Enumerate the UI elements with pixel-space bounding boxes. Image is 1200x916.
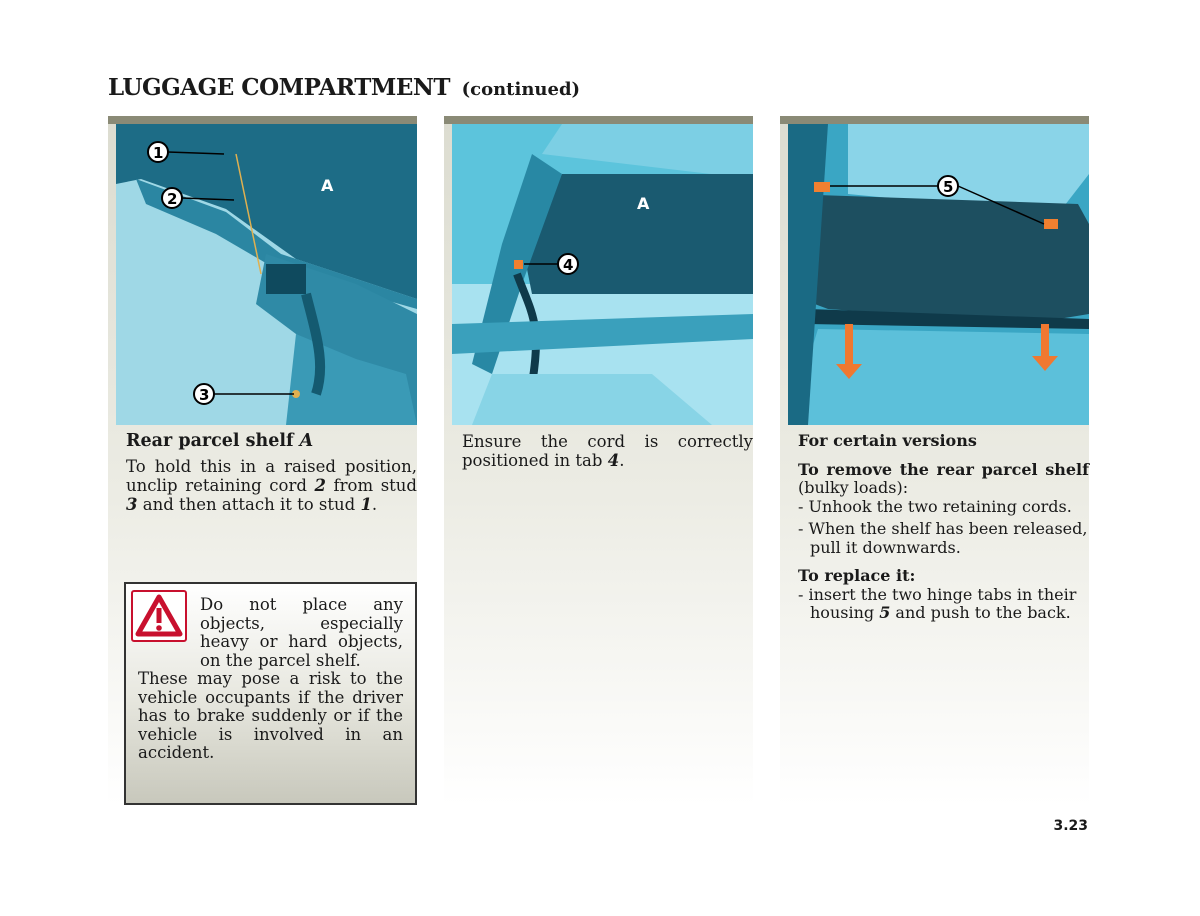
- section-heading: Rear parcel shelf A: [126, 431, 314, 451]
- column-bar: [108, 116, 417, 124]
- list-item: - Unhook the two retaining cords.: [798, 496, 1072, 516]
- column-1: [108, 116, 417, 806]
- column-2-text: [462, 432, 753, 470]
- photo-remove-shelf: [788, 124, 1089, 425]
- photo-parcel-shelf-raised: [116, 124, 417, 425]
- column-1-text: [126, 432, 417, 514]
- remove-steps: [798, 498, 1089, 558]
- instruction-paragraph: To hold this in a raised position, unclip retaining cord 2 from stud 3 and then attach it to stud 1.: [126, 457, 417, 514]
- list-item: - When the shelf has been released, pull it downwards.: [798, 519, 1088, 557]
- replace-steps: [798, 586, 1089, 623]
- list-item: - insert the two hinge tabs in their housing 5 and push to the back.: [798, 584, 1077, 622]
- column-bar: [444, 116, 753, 124]
- column-bar: [780, 116, 1089, 124]
- page-number: 3.23: [1053, 818, 1088, 834]
- callout-5: 5: [943, 178, 954, 196]
- callout-3: 3: [199, 386, 210, 404]
- photo-cord-tab: [452, 124, 753, 425]
- warning-text: Do not place any objects, especially heavy or hard objects, on the parcel shelf. These may pose a risk to the vehicle occupants if the driver has to brake suddenly or if the vehicle is involved in an accident.: [138, 595, 403, 762]
- photo-letter-a: A: [321, 176, 334, 195]
- instruction-paragraph: Ensure the cord is correctly positioned in tab 4.: [462, 432, 753, 470]
- photo-letter-a: A: [637, 194, 650, 213]
- versions-heading: For certain versions: [798, 431, 977, 450]
- remove-section: To remove the rear parcel shelf (bulky loads):: [798, 459, 1089, 497]
- callout-1: 1: [153, 144, 164, 162]
- callout-4: 4: [563, 256, 574, 274]
- column-2: [444, 116, 753, 806]
- column-3: [780, 116, 1089, 806]
- warning-box: [124, 582, 417, 805]
- page-title: LUGGAGE COMPARTMENT (continued): [108, 74, 581, 101]
- callout-2: 2: [167, 190, 178, 208]
- column-3-text: [798, 432, 1089, 627]
- replace-heading: To replace it:: [798, 566, 916, 585]
